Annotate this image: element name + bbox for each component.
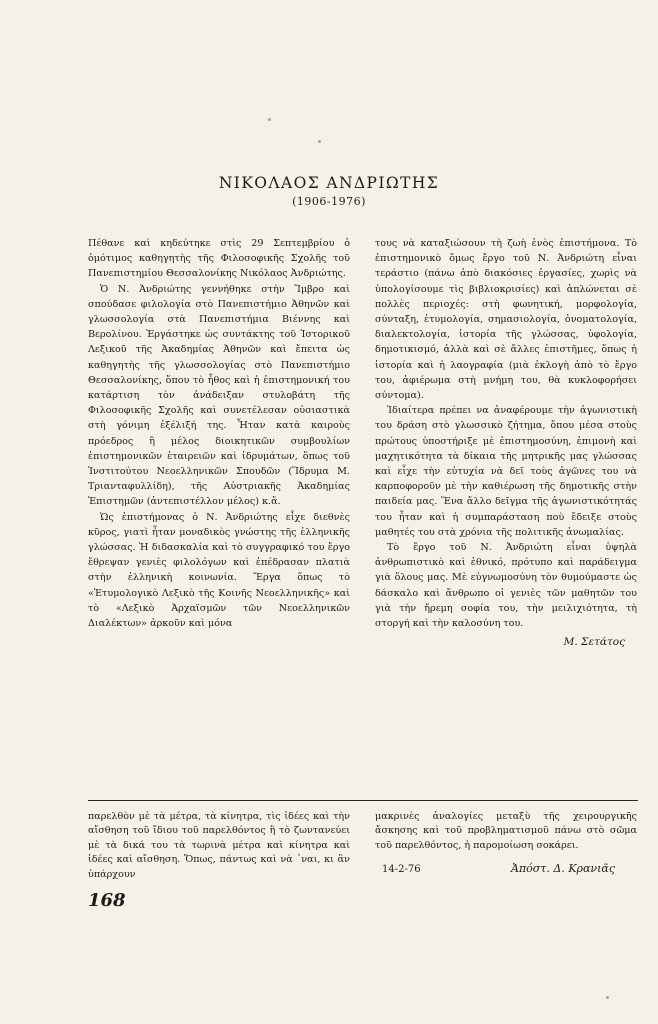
life-dates: (1906-1976): [292, 195, 366, 208]
paper-speck: [606, 996, 609, 999]
footnote-author: Ἀπόστ. Δ. Κρανιᾶς: [511, 862, 616, 875]
right-column: [375, 236, 637, 650]
paragraph: τους νὰ καταξιώσουν τὴ ζωὴ ἑνὸς ἐπιστήμονα. Τὸ ἐπιστημονικὸ ὅμως ἔργο τοῦ Ν. Ἀνδριώτη εἶναι τεράστιο (πάνω ἀπὸ διακόσιες ἐργασίες, χωρὶς νὰ ὑπολογίσουμε τὶς βιβλιοκρισίες) καὶ ἁπλώνεται σὲ πολλὲς περιοχές: στὴ φωνητική, μορφολογία, σύνταξη, ἐτυμολογία, σημασιολογία, ὀνοματολογία, διαλεκτολογία, ἱστορία τῆς γλώσσας, ὑφολογία, δημοτικισμό, ἀλλὰ καὶ σὲ ἄλλες ἐπιστῆμες, ὅπως ἡ ἱστορία καὶ ἡ λαογραφία (μιὰ ἐκλογὴ ἀπὸ τὸ ἔργο του, ἀφιέρωμα στὴ μνήμη του, θὰ κυκλοφορήσει σύντομα).: [375, 238, 637, 402]
paragraph: Τὸ ἔργο τοῦ Ν. Ἀνδριώτη εἶναι ὑψηλὰ ἀνθρωπιστικὸ καὶ ἐθνικό, πρότυπο καὶ παράδειγμα γιὰ ὅλους μας. Μὲ εὐγνωμοσύνη τὸν θυμούμαστε ὡς δάσκαλο καὶ ἄνθρωπο οἱ γενιὲς τῶν μαθητῶν του γιὰ τὴν ἤρεμη σοφία του, τὴν μειλιχιότητα, τὴ στοργή καὶ τὴν καλοσύνη του.: [375, 542, 637, 630]
signature: Μ. Σετάτος: [563, 636, 625, 649]
paper-speck: [268, 118, 271, 121]
paragraph: Ὡς ἐπιστήμονας ὁ Ν. Ἀνδριώτης εἶχε διεθνὲς κῦρος, γιατὶ ἦταν μοναδικὸς γνώστης τῆς ἑλληνικῆς γλώσσας. Ἡ διδασκαλία καὶ τὸ συγγραφικό του ἔργο ἔθρεψαν γενιὲς φιλολόγων καὶ ἐπέδρασαν πλατιὰ στὴν ἑλληνικὴ κοινωνία. Ἔργα ὅπως τὸ «Ἐτυμολογικὸ Λεξικὸ τῆς Κοινῆς Νεοελληνικῆς» καὶ τὸ «Λεξικὸ Ἀρχαϊσμῶν τῶν Νεοελληνικῶν Διαλέκτων» ἀρκοῦν καὶ μόνα: [88, 511, 350, 630]
footnote-date: 14-2-76: [382, 864, 421, 875]
footnote-left: παρελθὸν μὲ τὰ μέτρα, τὰ κίνητρα, τὶς ἰδέες καὶ τὴν αἴσθηση τοῦ ἴδιου τοῦ παρελθόντος ἢ τὸ ζωντανεύει μὲ τὰ δικά του τὰ τωρινὰ μέτρα καὶ κίνητρα καὶ ἰδέες καὶ αἴσθηση. Ὅπως, πάντως καὶ νὰ ᾽ναι, κι ἂν ὑπάρχουν: [88, 811, 350, 880]
paragraph: Ὁ Ν. Ἀνδριώτης γεννήθηκε στὴν Ἴμβρο καὶ σπούδασε φιλολογία στὸ Πανεπιστήμιο Ἀθηνῶν καὶ γλωσσολογία στὰ Πανεπιστήμια Βιέννης καὶ Βερολίνου. Ἐργάστηκε ὡς συντάκτης τοῦ Ἱστορικοῦ Λεξικοῦ τῆς Ἀκαδημίας Ἀθηνῶν καὶ ἔπειτα ὡς καθηγητὴς τῆς γλωσσολογίας στὸ Πανεπιστήμιο Θεσσαλονίκης, ὅπου τὸ ἦθος καὶ ἡ ἐπιστημονική του κατάρτιση τὸν ἀνάδειξαν στυλοβάτη τῆς Φιλοσοφικῆς Σχολῆς καὶ συνετέλεσαν οὐσιαστικὰ στὴ γόνιμη ἐξέλιξή της. Ἦταν κατὰ καιροὺς πρόεδρος ἢ μέλος διοικητικῶν συμβουλίων ἐπιστημονικῶν ἑταιρειῶν καὶ ἱδρυμάτων, ὅπως τοῦ Ἰνστιτούτου Νεοελληνικῶν Σπουδῶν (Ἵδρυμα Μ. Τριανταφυλλίδη), τῆς Αὐστριακῆς Ἀκαδημίας Ἐπιστημῶν (ἀντεπιστέλλον μέλος) κ.ἄ.: [88, 283, 350, 508]
left-column: [88, 236, 350, 631]
page-number: 168: [88, 890, 126, 911]
paragraph: Πέθανε καὶ κηδεύτηκε στὶς 29 Σεπτεμβρίου ὁ ὁμότιμος καθηγητὴς τῆς Φιλοσοφικῆς Σχολῆς τοῦ Πανεπιστημίου Θεσσαλονίκης Νικόλαος Ἀνδριώτης.: [88, 238, 350, 280]
footnote-right: μακρινὲς ἀναλογίες μεταξὺ τῆς χειρουργικῆς ἄσκησης καὶ τοῦ προβληματισμοῦ πάνω στὸ σῶμα τοῦ παρελθόντος, ἡ παρομοίωση σοκάρει.: [375, 811, 637, 851]
paper-speck: [318, 140, 321, 143]
footnote-divider: [88, 800, 638, 801]
paragraph: Ἰδιαίτερα πρέπει να ἀναφέρουμε τὴν ἀγωνιστικὴ του δράση στὸ γλωσσικὸ ζήτημα, ὅπου μέσα στοὺς πρώτους ὑποστήριξε μὲ ἐπιστημοσύνη, ἐπιμονὴ καὶ μαχητικότητα τὰ δίκαια τῆς μητρικῆς μας γλώσσας καὶ εἶχε τὴν εὐτυχία νὰ δεῖ τοὺς ἀγῶνες του νὰ καρποφοροῦν μὲ τὴν καθιέρωση τῆς δημοτικῆς στὴν παιδεία μας. Ἕνα ἄλλο δεῖγμα τῆς ἀγωνιστικότητάς του ἦταν καὶ ἡ συμπαράσταση ποὺ ἔδειξε στοὺς μαθητές του στὰ χρόνια τῆς πολιτικῆς ἀνωμαλίας.: [375, 405, 637, 538]
obituary-title: ΝΙΚΟΛΑΟΣ ΑΝΔΡΙΩΤΗΣ: [218, 174, 440, 192]
